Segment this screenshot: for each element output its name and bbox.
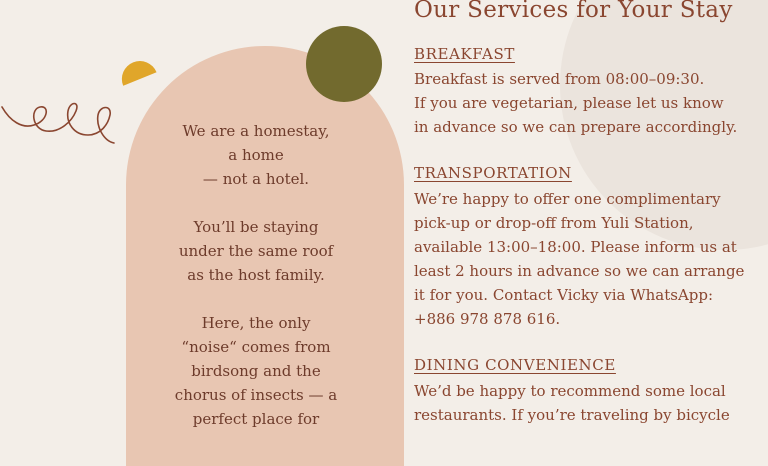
section-heading-breakfast: BREAKFAST <box>414 45 515 63</box>
section-body-transportation: We’re happy to offer one complimentary pick-up or drop-off from Yuli Station, available 13:00–18:00. Please inform us at least 2 hours in advance so we can arrange it for you. Contact Vicky via WhatsApp: +886 978 878 616. <box>414 190 745 328</box>
intro-paragraph: Here, the only “noise“ comes from birdsong and the chorus of insects — a perfect place for <box>174 314 338 428</box>
intro-paragraph: You’ll be staying under the same roof as the host family. <box>178 218 334 284</box>
homestay-intro <box>146 119 366 455</box>
section-heading-dining: DINING CONVENIENCE <box>414 356 616 374</box>
intro-paragraph: We are a homestay, a home — not a hotel. <box>182 122 330 188</box>
section-body-dining: We’d be happy to recommend some local restaurants. If you’re traveling by bicycle <box>414 382 730 424</box>
section-heading-transportation: TRANSPORTATION <box>414 164 572 182</box>
yellow-half-circle-decoration <box>112 47 158 87</box>
swirl-line-decoration <box>0 95 115 147</box>
olive-circle-decoration <box>306 26 382 102</box>
section-body-breakfast: Breakfast is served from 08:00–09:30. If you are vegetarian, please let us know in advance so we can prepare accordingly. <box>414 70 738 136</box>
services-title: Our Services for Your Stay <box>414 0 733 23</box>
